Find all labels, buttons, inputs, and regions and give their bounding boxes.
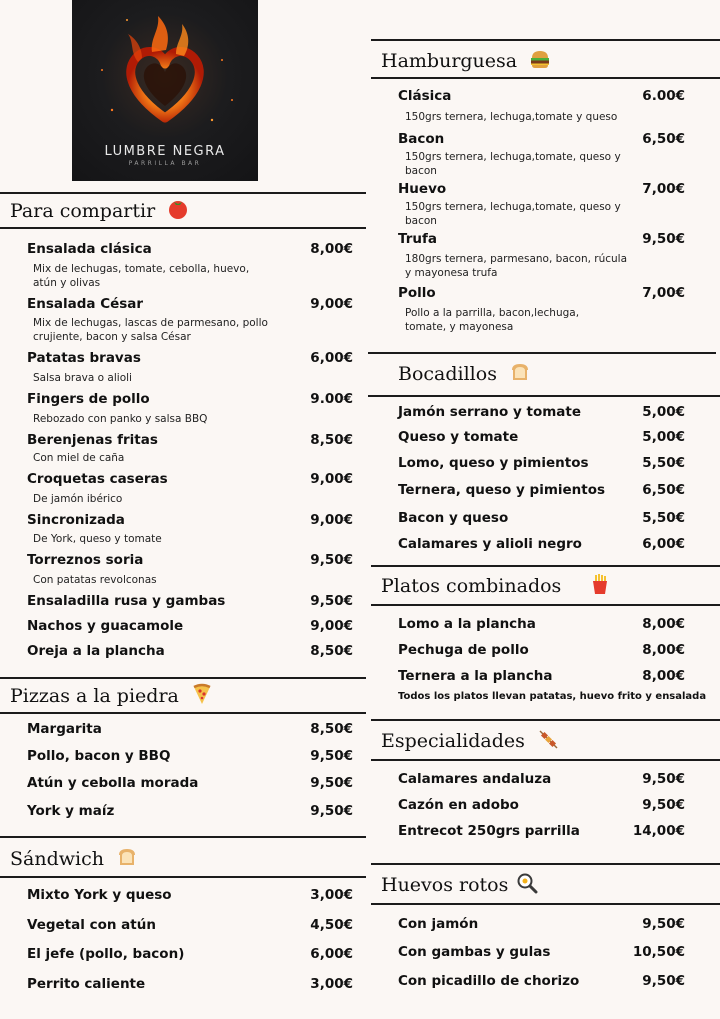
menu-item-price: 9,50€: [310, 803, 353, 819]
menu-item-price: 7,00€: [642, 181, 685, 197]
menu-item-name: Berenjenas fritas: [27, 432, 158, 448]
menu-note: Todos los platos llevan patatas, huevo frito y ensalada: [398, 691, 707, 702]
menu-item-price: 9,00€: [310, 512, 353, 528]
menu-item-price: 6,00€: [310, 350, 353, 366]
menu-item-description: Mix de lechugas, tomate, cebolla, huevo, atún y olivas: [33, 263, 250, 289]
menu-item-name: Entrecot 250grs parrilla: [398, 823, 580, 839]
menu-item-price: 4,50€: [310, 917, 353, 933]
divider: [371, 759, 720, 761]
menu-item-price: 9,50€: [310, 552, 353, 568]
menu-item-price: 10,50€: [632, 944, 685, 960]
menu-item-price: 9,50€: [642, 916, 685, 932]
menu-item-price: 9.00€: [310, 391, 353, 407]
divider: [0, 192, 366, 194]
menu-item-price: 6,00€: [642, 536, 685, 552]
menu-item-price: 9,50€: [642, 231, 685, 247]
logo-name: LUMBRE NEGRA: [104, 144, 226, 159]
menu-item-price: 8,00€: [642, 668, 685, 684]
divider: [368, 352, 716, 354]
section-title-bocadillos: [398, 361, 531, 389]
menu-item-name: Oreja a la plancha: [27, 643, 165, 659]
menu-item-price: 5,00€: [642, 429, 685, 445]
section-title-text: Hamburguesa: [381, 50, 518, 72]
menu-item-description: 150grs ternera, lechuga,tomate, queso y bacon: [405, 151, 621, 177]
menu-item-name: Perrito caliente: [27, 976, 146, 992]
menu-item-price: 6,50€: [642, 482, 685, 498]
menu-item-price: 9,50€: [642, 797, 685, 813]
menu-item-price: 3,00€: [310, 887, 353, 903]
menu-item-description: Salsa brava o alioli: [33, 372, 132, 384]
menu-item-price: 6.00€: [642, 88, 685, 104]
divider: [0, 876, 366, 878]
divider: [371, 719, 720, 721]
menu-item-price: 5,50€: [642, 510, 685, 526]
menu-item-name: Trufa: [398, 231, 437, 247]
menu-item-name: Ternera a la plancha: [398, 668, 553, 684]
menu-item-name: El jefe (pollo, bacon): [27, 946, 185, 962]
menu-item-price: 9,50€: [642, 771, 685, 787]
menu-item-description: 150grs ternera, lechuga,tomate, queso y bacon: [405, 201, 621, 227]
skewer-icon: [537, 728, 559, 756]
menu-item-description: Pollo a la parrilla, bacon,lechuga, tomate, y mayonesa: [405, 307, 580, 333]
divider: [371, 77, 720, 79]
menu-item-name: Atún y cebolla morada: [27, 775, 199, 791]
section-title-sandwich: [10, 846, 138, 874]
section-title-hamburguesa: [381, 48, 551, 76]
burger-icon: [529, 48, 551, 76]
menu-item-price: 9,50€: [310, 775, 353, 791]
divider: [371, 903, 720, 905]
divider: [0, 712, 366, 714]
menu-item-description: De jamón ibérico: [33, 493, 123, 505]
tomato-icon: [167, 198, 189, 226]
menu-item-name: Con jamón: [398, 916, 479, 932]
menu-item-description: Mix de lechugas, lascas de parmesano, pollo crujiente, bacon y salsa César: [33, 317, 268, 343]
menu-item-name: Ensalada César: [27, 296, 144, 312]
menu-item-name: Nachos y guacamole: [27, 618, 184, 634]
menu-item-name: Lomo a la plancha: [398, 616, 536, 632]
section-title-text: Especialidades: [381, 730, 525, 752]
divider: [371, 39, 720, 41]
menu-item-price: 3,00€: [310, 976, 353, 992]
menu-item-name: Jamón serrano y tomate: [398, 404, 582, 420]
menu-item-name: Patatas bravas: [27, 350, 141, 366]
menu-item-description: De York, queso y tomate: [33, 533, 162, 545]
logo-subtitle: PARRILLA BAR: [128, 160, 202, 167]
restaurant-logo: [72, 0, 258, 181]
menu-item-name: Vegetal con atún: [27, 917, 156, 933]
divider: [368, 395, 720, 397]
menu-item-name: Calamares y alioli negro: [398, 536, 582, 552]
divider: [371, 565, 720, 567]
menu-item-price: 9,00€: [310, 618, 353, 634]
menu-item-name: Huevo: [398, 181, 447, 197]
section-title-text: Para compartir: [10, 200, 156, 222]
menu-item-price: 5,50€: [642, 455, 685, 471]
menu-item-name: Pollo, bacon y BBQ: [27, 748, 171, 764]
section-title-huevos: [381, 872, 538, 900]
menu-item-price: 8,00€: [642, 642, 685, 658]
menu-item-price: 8,50€: [310, 432, 353, 448]
menu-item-name: Margarita: [27, 721, 102, 737]
menu-item-name: Queso y tomate: [398, 429, 519, 445]
divider: [371, 604, 720, 606]
divider: [0, 836, 366, 838]
menu-item-price: 8,50€: [310, 643, 353, 659]
menu-item-name: Bacon y queso: [398, 510, 509, 526]
menu-item-name: Pechuga de pollo: [398, 642, 529, 658]
menu-item-price: 9,00€: [310, 471, 353, 487]
menu-item-name: Fingers de pollo: [27, 391, 150, 407]
menu-item-name: Bacon: [398, 131, 445, 147]
menu-item-name: Torreznos soria: [27, 552, 144, 568]
menu-item-description: 180grs ternera, parmesano, bacon, rúcula y mayonesa trufa: [405, 253, 628, 279]
menu-item-name: Calamares andaluza: [398, 771, 552, 787]
menu-item-name: Croquetas caseras: [27, 471, 168, 487]
menu-item-price: 6,50€: [642, 131, 685, 147]
menu-item-name: Con picadillo de chorizo: [398, 973, 580, 989]
bread-icon: [509, 361, 531, 389]
menu-item-price: 9,00€: [310, 296, 353, 312]
section-title-text: Pizzas a la piedra: [10, 685, 179, 707]
section-title-text: Huevos rotos: [381, 874, 509, 896]
menu-item-price: 8,00€: [642, 616, 685, 632]
menu-item-price: 6,00€: [310, 946, 353, 962]
menu-item-name: Clásica: [398, 88, 452, 104]
divider: [0, 677, 366, 679]
section-title-text: Sándwich: [10, 848, 104, 870]
frying-pan-icon: [516, 872, 538, 900]
menu-item-name: Lomo, queso y pimientos: [398, 455, 589, 471]
menu-item-price: 14,00€: [632, 823, 685, 839]
menu-item-name: York y maíz: [27, 803, 115, 819]
menu-item-price: 9,50€: [642, 973, 685, 989]
menu-item-price: 7,00€: [642, 285, 685, 301]
menu-item-price: 8,50€: [310, 721, 353, 737]
menu-item-name: Ensaladilla rusa y gambas: [27, 593, 226, 609]
menu-item-description: Con patatas revolconas: [33, 574, 157, 586]
menu-item-name: Pollo: [398, 285, 436, 301]
section-title-especialidades: [381, 728, 559, 756]
section-title-compartir: [10, 198, 189, 226]
section-title-pizzas: [10, 683, 213, 711]
menu-item-price: 5,00€: [642, 404, 685, 420]
menu-item-name: Sincronizada: [27, 512, 125, 528]
section-title-combinados: [381, 573, 611, 601]
section-title-text: Bocadillos: [398, 363, 497, 385]
menu-item-name: Ternera, queso y pimientos: [398, 482, 606, 498]
menu-item-name: Cazón en adobo: [398, 797, 519, 813]
bread-icon: [116, 846, 138, 874]
menu-item-description: Con miel de caña: [33, 452, 125, 464]
menu-item-name: Mixto York y queso: [27, 887, 172, 903]
menu-item-price: 8,00€: [310, 241, 353, 257]
menu-item-price: 9,50€: [310, 748, 353, 764]
menu-item-name: Con gambas y gulas: [398, 944, 551, 960]
fries-icon: [589, 573, 611, 601]
menu-item-description: 150grs ternera, lechuga,tomate y queso: [405, 111, 618, 123]
menu-item-name: Ensalada clásica: [27, 241, 152, 257]
divider: [371, 863, 720, 865]
section-title-text: Platos combinados: [381, 575, 562, 597]
pizza-icon: [191, 683, 213, 711]
menu-item-description: Rebozado con panko y salsa BBQ: [33, 413, 208, 425]
menu-item-price: 9,50€: [310, 593, 353, 609]
divider: [0, 227, 366, 229]
